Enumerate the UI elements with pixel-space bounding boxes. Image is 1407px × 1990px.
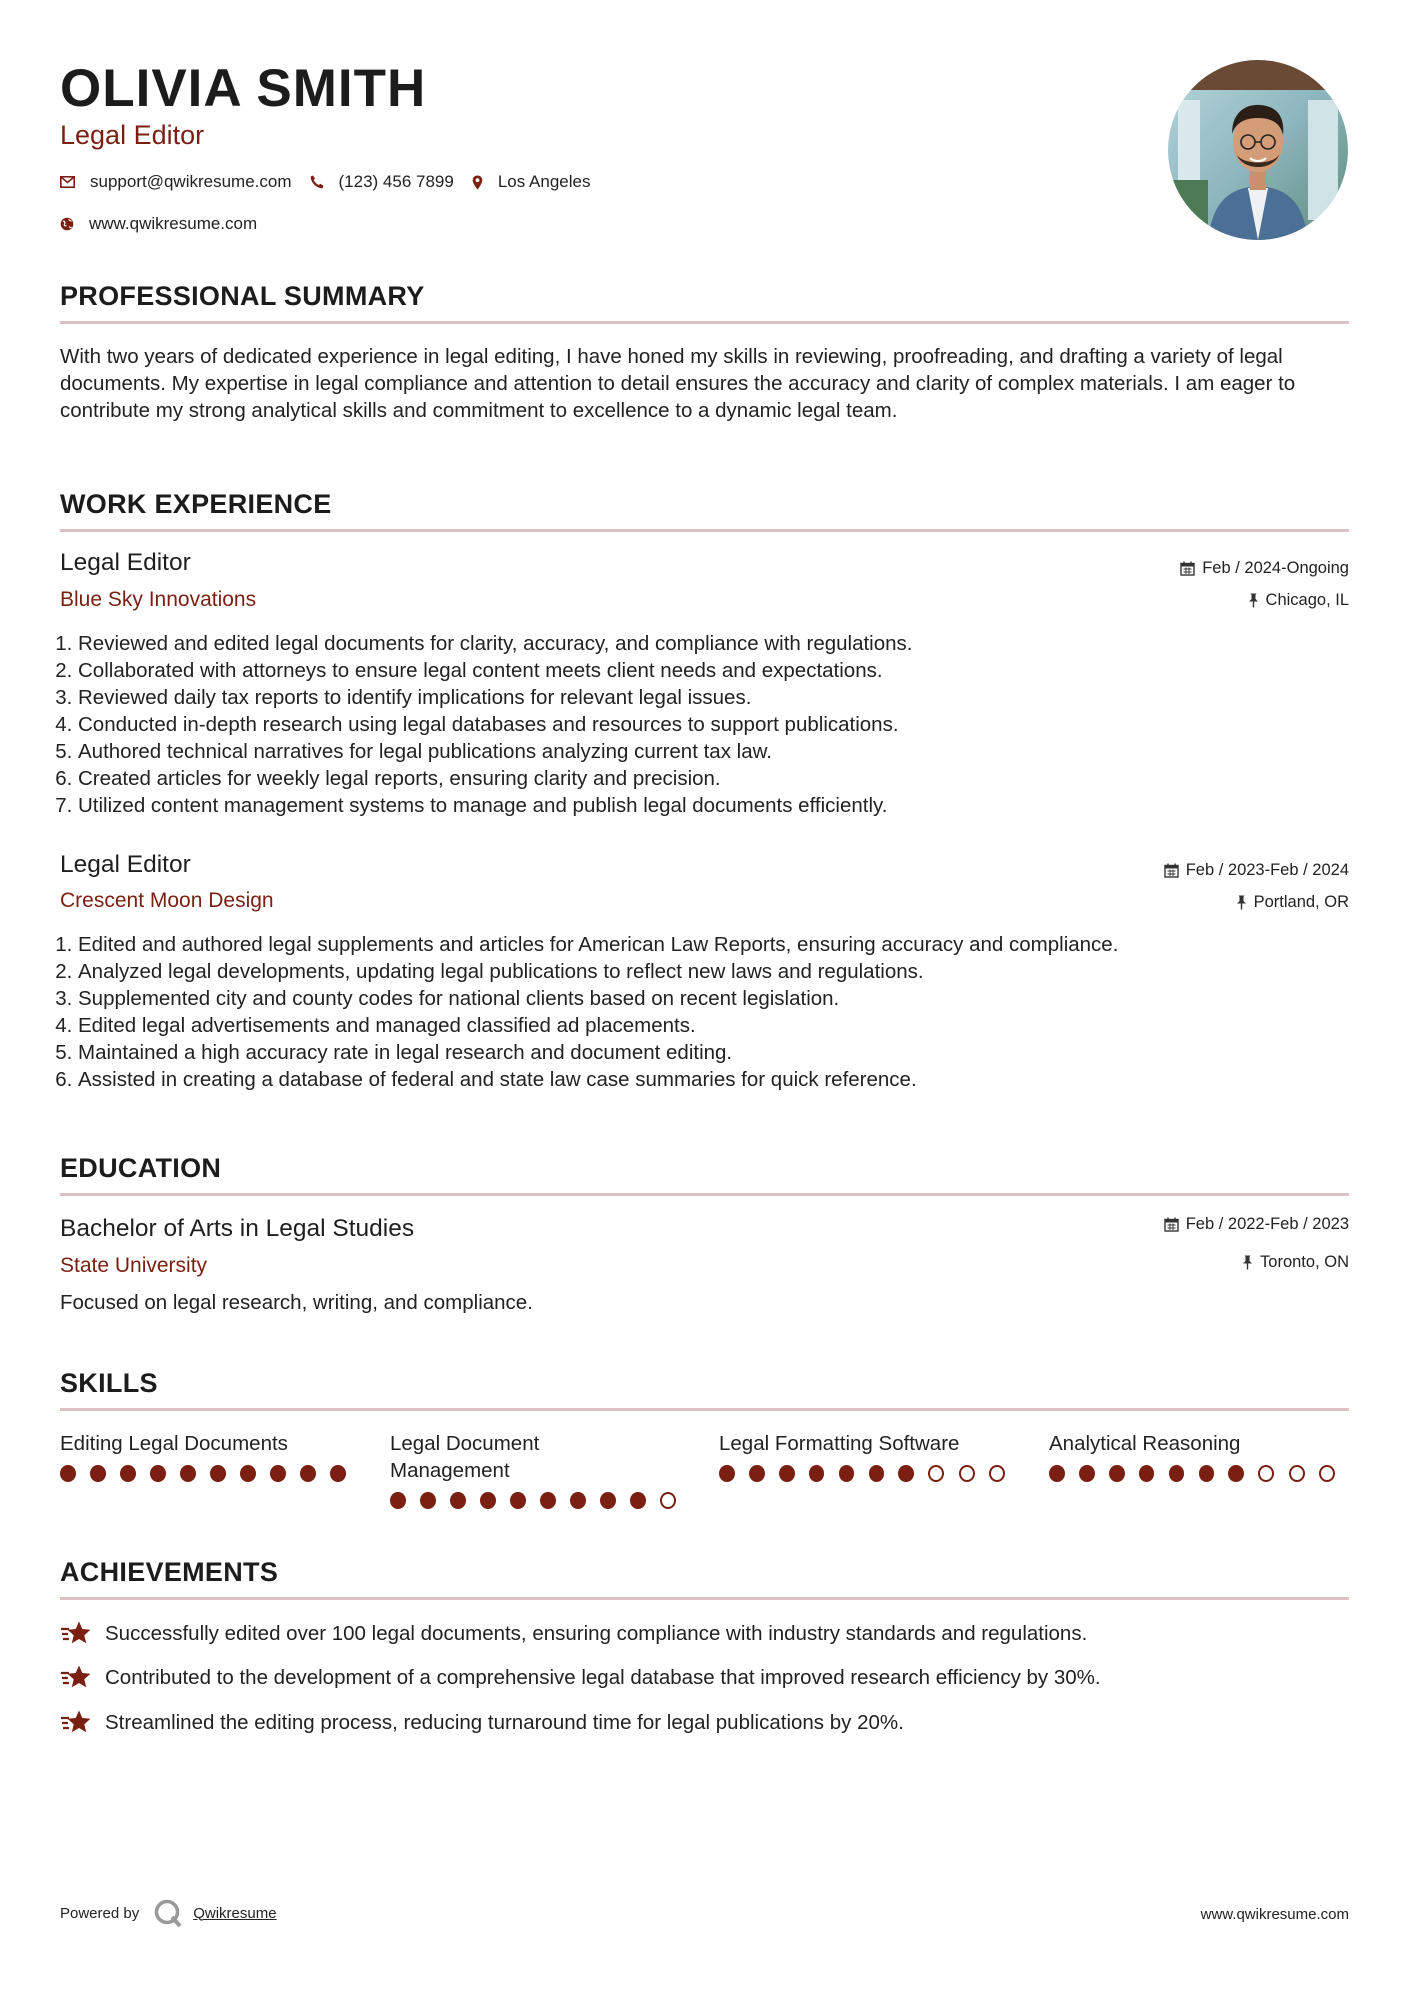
rating-dot-filled	[898, 1465, 914, 1482]
list-item: 3. Supplemented city and county codes for national clients based on recent legislation.	[78, 985, 1358, 1012]
skill-label: Legal Formatting Software	[719, 1432, 960, 1455]
contact-row	[60, 172, 608, 192]
pushpin-icon	[1242, 1255, 1253, 1270]
rating-dot-empty	[959, 1465, 975, 1482]
rating-dot-filled	[210, 1465, 226, 1482]
degree-title: Bachelor of Arts in Legal Studies	[60, 1215, 415, 1242]
education-dates	[1164, 1215, 1349, 1234]
rating-dot-filled	[390, 1492, 406, 1509]
job-company: Crescent Moon Design	[60, 889, 274, 912]
star-badge-icon	[60, 1664, 93, 1691]
location-item	[472, 172, 591, 192]
calendar-icon	[1164, 1217, 1179, 1232]
list-item: 7. Utilized content management systems to manage and publish legal documents efficiently.	[78, 792, 1358, 819]
job-dates-text: Feb / 2024-Ongoing	[1202, 559, 1349, 577]
job-dates	[1164, 861, 1349, 880]
list-item: 6. Created articles for weekly legal reports, ensuring clarity and precision.	[78, 765, 1358, 792]
skill-rating	[60, 1465, 360, 1482]
achievement-item	[60, 1620, 1087, 1647]
rating-dot-empty	[1289, 1465, 1305, 1482]
footer-powered-by	[60, 1898, 277, 1928]
website-text: www.qwikresume.com	[89, 214, 258, 233]
job-location	[1248, 591, 1349, 610]
rating-dot-filled	[839, 1465, 855, 1482]
rating-dot-filled	[180, 1465, 196, 1482]
education-heading: EDUCATION	[60, 1153, 222, 1183]
phone-icon	[310, 175, 324, 189]
section-divider	[60, 1597, 1349, 1600]
rating-dot-filled	[809, 1465, 825, 1482]
list-item: 5. Authored technical narratives for legal publications analyzing current tax law.	[78, 738, 1358, 765]
rating-dot-filled	[420, 1492, 436, 1509]
skill-label: Editing Legal Documents	[60, 1432, 288, 1455]
pushpin-icon	[1248, 593, 1259, 608]
achievement-item	[60, 1709, 904, 1736]
education-dates-text: Feb / 2022-Feb / 2023	[1185, 1215, 1349, 1233]
rating-dot-empty	[989, 1465, 1005, 1482]
rating-dot-filled	[540, 1492, 556, 1509]
achievement-text: Successfully edited over 100 legal documents, ensuring compliance with industry standards and regulations.	[105, 1621, 1088, 1645]
skill-label: Legal Document Management	[390, 1432, 540, 1482]
list-item: 6. Assisted in creating a database of federal and state law case summaries for quick reference.	[78, 1066, 1358, 1093]
skill-item	[1049, 1430, 1349, 1482]
rating-dot-filled	[300, 1465, 316, 1482]
calendar-icon	[1164, 863, 1179, 878]
rating-dot-filled	[510, 1492, 526, 1509]
list-item: 4. Conducted in-depth research using legal databases and resources to support publications.	[78, 711, 1358, 738]
email-text: support@qwikresume.com	[90, 172, 292, 191]
section-divider	[60, 1193, 1349, 1196]
job-duties-list	[60, 630, 1358, 819]
rating-dot-empty	[928, 1465, 944, 1482]
rating-dot-filled	[60, 1465, 76, 1482]
map-pin-icon	[472, 175, 483, 190]
list-item: 1. Edited and authored legal supplements and articles for American Law Reports, ensuring accuracy and compliance.	[78, 931, 1358, 958]
rating-dot-filled	[270, 1465, 286, 1482]
phone-text: (123) 456 7899	[338, 172, 454, 191]
achievement-item	[60, 1664, 1101, 1691]
summary-text: With two years of dedicated experience in legal editing, I have honed my skills in reviewing, proofreading, and drafting a variety of legal documents. My expertise in legal compliance and attention to detail ensures the accuracy and clarity of complex materials. I am eager to contribute my strong analytical skills and commitment to excellence to a dynamic legal team.	[60, 345, 1296, 422]
skill-item	[719, 1430, 1019, 1482]
education-location	[1242, 1253, 1349, 1272]
envelope-icon	[60, 176, 75, 188]
job-title: Legal Editor	[60, 549, 191, 576]
section-divider	[60, 1408, 1349, 1411]
profile-photo	[1168, 60, 1348, 240]
skill-label: Analytical Reasoning	[1049, 1432, 1241, 1455]
job-company: Blue Sky Innovations	[60, 588, 257, 611]
skill-item	[60, 1430, 360, 1482]
achievement-text: Streamlined the editing process, reducing turnaround time for legal publications by 20%.	[105, 1710, 904, 1734]
rating-dot-filled	[1169, 1465, 1185, 1482]
achievement-text: Contributed to the development of a comprehensive legal database that improved research efficiency by 30%.	[105, 1665, 1101, 1689]
job-location-text: Chicago, IL	[1265, 591, 1349, 609]
website-item[interactable]	[60, 214, 257, 234]
rating-dot-filled	[749, 1465, 765, 1482]
rating-dot-filled	[869, 1465, 885, 1482]
rating-dot-filled	[120, 1465, 136, 1482]
rating-dot-empty	[1258, 1465, 1274, 1482]
rating-dot-filled	[240, 1465, 256, 1482]
star-badge-icon	[60, 1709, 93, 1736]
rating-dot-filled	[1049, 1465, 1065, 1482]
star-badge-icon	[60, 1620, 93, 1647]
rating-dot-empty	[660, 1492, 676, 1509]
list-item: 3. Reviewed daily tax reports to identify implications for relevant legal issues.	[78, 684, 1358, 711]
rating-dot-filled	[1228, 1465, 1244, 1482]
footer-url[interactable]: www.qwikresume.com	[1200, 1906, 1349, 1923]
candidate-title: Legal Editor	[60, 120, 205, 150]
rating-dot-filled	[480, 1492, 496, 1509]
job-dates	[1180, 559, 1349, 578]
rating-dot-filled	[779, 1465, 795, 1482]
list-item: 1. Reviewed and edited legal documents for clarity, accuracy, and compliance with regulations.	[78, 630, 1358, 657]
skill-rating	[1049, 1465, 1349, 1482]
rating-dot-filled	[1199, 1465, 1215, 1482]
job-title: Legal Editor	[60, 851, 191, 878]
job-dates-text: Feb / 2023-Feb / 2024	[1185, 861, 1349, 879]
education-description: Focused on legal research, writing, and compliance.	[60, 1291, 533, 1314]
section-divider	[60, 321, 1349, 324]
website-row	[60, 214, 275, 234]
job-location-text: Portland, OR	[1253, 893, 1349, 911]
rating-dot-filled	[150, 1465, 166, 1482]
list-item: 2. Collaborated with attorneys to ensure legal content meets client needs and expectations.	[78, 657, 1358, 684]
rating-dot-filled	[450, 1492, 466, 1509]
skill-rating	[390, 1492, 690, 1509]
rating-dot-filled	[330, 1465, 346, 1482]
section-divider	[60, 529, 1349, 532]
list-item: 4. Edited legal advertisements and managed classified ad placements.	[78, 1012, 1358, 1039]
rating-dot-empty	[1319, 1465, 1335, 1482]
qwikresume-logo-icon	[153, 1898, 183, 1928]
rating-dot-filled	[630, 1492, 646, 1509]
rating-dot-filled	[1139, 1465, 1155, 1482]
rating-dot-filled	[90, 1465, 106, 1482]
rating-dot-filled	[570, 1492, 586, 1509]
powered-by-label: Powered by	[60, 1904, 140, 1922]
location-text: Los Angeles	[497, 172, 591, 191]
rating-dot-filled	[1079, 1465, 1095, 1482]
rating-dot-filled	[719, 1465, 735, 1482]
list-item: 5. Maintained a high accuracy rate in legal research and document editing.	[78, 1039, 1358, 1066]
skills-heading: SKILLS	[60, 1368, 158, 1398]
globe-icon	[60, 217, 74, 231]
achievements-heading: ACHIEVEMENTS	[60, 1557, 279, 1587]
skill-item	[390, 1430, 690, 1509]
phone-item[interactable]	[310, 172, 454, 192]
calendar-icon	[1180, 561, 1195, 576]
pushpin-icon	[1236, 895, 1247, 910]
job-duties-list	[60, 931, 1358, 1093]
list-item: 2. Analyzed legal developments, updating legal publications to reflect new laws and regulations.	[78, 958, 1358, 985]
summary-heading: PROFESSIONAL SUMMARY	[60, 281, 425, 311]
education-location-text: Toronto, ON	[1260, 1253, 1349, 1271]
job-location	[1236, 893, 1349, 912]
school-name: State University	[60, 1254, 208, 1277]
qwikresume-link[interactable]: Qwikresume	[193, 1904, 277, 1922]
candidate-name: OLIVIA SMITH	[60, 59, 427, 118]
skill-rating	[719, 1465, 1019, 1482]
email-item[interactable]	[60, 172, 292, 192]
rating-dot-filled	[600, 1492, 616, 1509]
rating-dot-filled	[1109, 1465, 1125, 1482]
experience-heading: WORK EXPERIENCE	[60, 489, 332, 519]
